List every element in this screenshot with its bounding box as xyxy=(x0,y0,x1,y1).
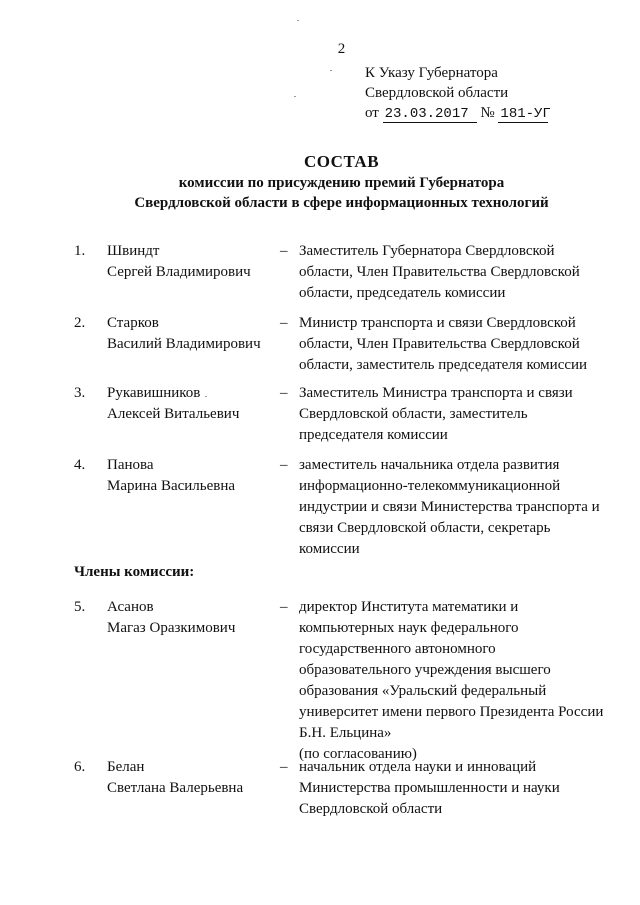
entry-given-name: Светлана Валерьевна xyxy=(107,780,244,796)
subtitle-line-1: комиссии по присуждению премий Губернатора xyxy=(178,175,505,191)
role-line: Заместитель Губернатора Свердловской xyxy=(299,243,555,259)
entry-given-name: Алексей Витальевич xyxy=(107,406,240,422)
entry-name xyxy=(107,241,251,283)
entry-number: 1. xyxy=(74,243,86,259)
role-line: области, Член Правительства Свердловской xyxy=(299,264,580,280)
entry-given-name: Василий Владимирович xyxy=(107,336,261,352)
entry-number: 4. xyxy=(74,457,86,473)
entry-dash: – xyxy=(280,385,288,401)
role-line: Свердловской области xyxy=(299,801,443,817)
attachment-line-1: К Указу Губернатора xyxy=(365,65,498,81)
role-line: начальник отдела науки и инноваций xyxy=(299,759,537,775)
entry-name xyxy=(107,597,235,639)
entry-given-name: Магаз Оразкимович xyxy=(107,620,236,636)
scan-speck xyxy=(294,96,296,97)
attachment-line-2: Свердловской области xyxy=(365,85,509,101)
number-label: № xyxy=(480,105,495,121)
attachment-block xyxy=(365,63,551,123)
entry-name xyxy=(107,313,261,355)
entry-dash: – xyxy=(280,315,288,331)
entry-role xyxy=(299,313,619,376)
role-line: области, председатель комиссии xyxy=(299,285,506,301)
entry-name xyxy=(107,757,243,799)
entry-surname: Асанов xyxy=(107,599,154,615)
scan-speck xyxy=(205,396,207,397)
role-line: директор Института математики и xyxy=(299,599,519,615)
role-line: образования «Уральский федеральный xyxy=(299,683,547,699)
role-line: области, заместитель председателя комиссии xyxy=(299,357,588,373)
role-line: Министр транспорта и связи Свердловской xyxy=(299,315,576,331)
entry-number: 5. xyxy=(74,599,86,615)
decree-number: 181-УГ xyxy=(500,106,551,122)
entry-surname: Рукавишников xyxy=(107,385,201,401)
date-prefix: от xyxy=(365,105,379,121)
role-line: заместитель начальника отдела развития xyxy=(299,457,560,473)
role-line: университет имени первого Президента России xyxy=(299,704,604,720)
page-number: 2 xyxy=(337,41,346,57)
role-line: (по согласованию) xyxy=(299,746,417,762)
entry-dash: – xyxy=(280,759,288,775)
document-title: СОСТАВ xyxy=(303,152,380,171)
entry-surname: Белан xyxy=(107,759,145,775)
role-line: Министерства промышленности и науки xyxy=(299,780,560,796)
document-subtitle xyxy=(0,173,640,213)
entry-role xyxy=(299,597,619,765)
decree-date: 23.03.2017 xyxy=(383,106,477,123)
role-line: комиссии xyxy=(299,541,360,557)
role-line: председателя комиссии xyxy=(299,427,448,443)
role-line: образовательного учреждения высшего xyxy=(299,662,551,678)
attachment-date-row xyxy=(365,103,551,123)
entry-given-name: Сергей Владимирович xyxy=(107,264,251,280)
role-line: информационно-телекоммуникационной xyxy=(299,478,561,494)
role-line: Заместитель Министра транспорта и связи xyxy=(299,385,573,401)
entry-role xyxy=(299,757,619,820)
role-line: связи Свердловской области, секретарь xyxy=(299,520,551,536)
scan-speck xyxy=(330,70,332,71)
entry-surname: Швиндт xyxy=(107,243,160,259)
role-line: области, Член Правительства Свердловской xyxy=(299,336,580,352)
entry-name xyxy=(107,455,235,497)
entry-dash: – xyxy=(280,243,288,259)
members-section-heading: Члены комиссии: xyxy=(74,564,195,580)
entry-role xyxy=(299,241,619,304)
entry-role xyxy=(299,455,619,560)
entry-role xyxy=(299,383,619,446)
entry-dash: – xyxy=(280,457,288,473)
role-line: Свердловской области, заместитель xyxy=(299,406,528,422)
entry-number: 2. xyxy=(74,315,86,331)
entry-surname: Старков xyxy=(107,315,159,331)
role-line: индустрии и связи Министерства транспорта и xyxy=(299,499,600,515)
entry-number: 6. xyxy=(74,759,86,775)
scan-speck xyxy=(297,20,299,21)
entry-number: 3. xyxy=(74,385,86,401)
entry-given-name: Марина Васильевна xyxy=(107,478,236,494)
role-line: Б.Н. Ельцина» xyxy=(299,725,392,741)
subtitle-line-2: Свердловской области в сфере информационных технологий xyxy=(134,195,549,211)
entry-dash: – xyxy=(280,599,288,615)
entry-name xyxy=(107,383,239,425)
entry-surname: Панова xyxy=(107,457,154,473)
role-line: государственного автономного xyxy=(299,641,496,657)
role-line: компьютерных наук федерального xyxy=(299,620,519,636)
